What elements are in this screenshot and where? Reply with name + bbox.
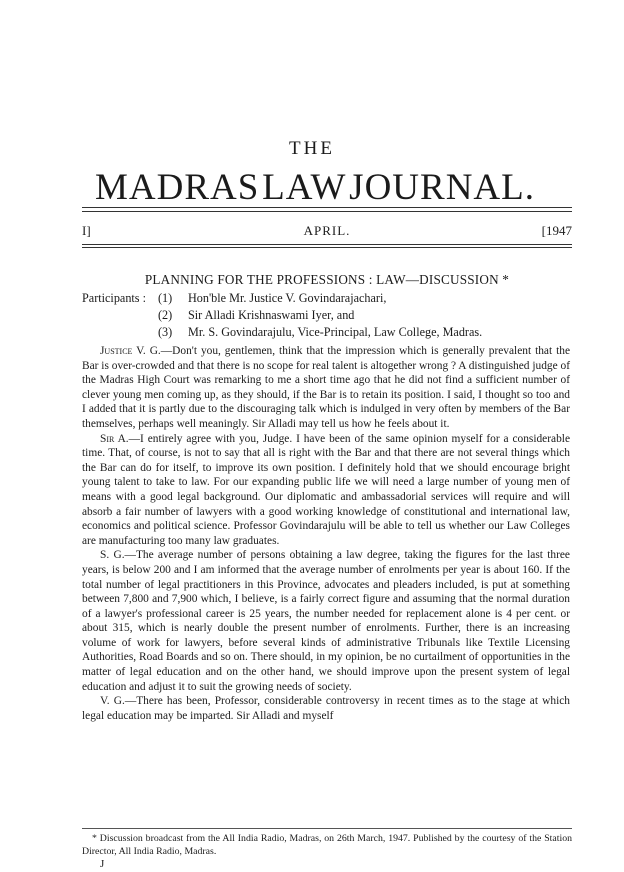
footnote-rule <box>82 828 572 829</box>
masthead-the: THE <box>289 138 335 159</box>
article-body <box>82 344 570 723</box>
article-title: PLANNING FOR THE PROFESSIONS : LAW—DISCUSSION * <box>144 272 510 287</box>
paragraph-text: —The average number of persons obtaining a law degree, taking the figures for the last three years, is below 200 and I am informed that the average number of enrolments per year is about 160. If the total number of legal practitioners in this Province, advocates and pleaders included, is put at something between 7,800 and 7,900 which, I believe, is a fairly correct figure and assuming that the normal duration of a lawyer's professional career is 25 years, the number needed for replacement alone is 4 per cent. or about 315, which is nearly double the present number of enrolments. Further, there is an increasing volume of work for lawyers, before several kinds of administrative Tribunals like Textile Licensing Authorities, Road Boards and so on. There should, in my opinion, be no curtailment of opportunities in the matter of legal education and on the other hand, we should improve upon the present system of legal education and adjust it to suit the growing needs of society. <box>82 549 570 693</box>
masthead-rule-top <box>82 207 572 208</box>
dateline-rule-top <box>82 244 572 245</box>
signature-mark: J <box>100 858 105 870</box>
participant-row <box>82 290 582 307</box>
masthead-word-journal: JOURNAL. <box>349 167 535 208</box>
dateline-rule-bottom <box>82 247 572 248</box>
participant-row <box>82 307 582 324</box>
participant-name: Sir Alladi Krishnaswami Iyer, and <box>188 308 355 322</box>
participants-list <box>82 290 582 341</box>
masthead-title <box>95 166 535 209</box>
participant-number: (1) <box>158 291 173 305</box>
paragraph-text: —There has been, Professor, considerable controversy in recent times as to the stage at which legal education may be imparted. Sir Alladi and myself <box>82 695 570 722</box>
paragraph <box>82 548 570 694</box>
speaker-name: Sir A. <box>100 432 129 445</box>
masthead-rule-bottom <box>82 211 572 212</box>
issue-year: [1947 <box>541 223 572 238</box>
paragraph <box>82 344 570 432</box>
volume-number: I] <box>82 223 91 238</box>
paragraph-text: —Don't you, gentlemen, think that the impression which is generally prevalent that the Bar is over-crowded and that there is no scope for real talent is altogether wrong ? A distinguished judge of the Madras High Court was remarking to me a short time ago that he did not find a sufficient number of clever young men coming up, as they should, if the Bar is to retain its position. I said, I thought so too and I added that it is partly due to the discouraging talk which is indulged in very often by members of the Bar themselves, perhaps well meaningly. Sir Alladi may tell us how he feels about it. <box>82 345 571 430</box>
paragraph <box>82 432 570 549</box>
paragraph-text: —I entirely agree with you, Judge. I have been of the same opinion myself for a considerable time. That, of course, is not to say that all is right with the Bar and that there are not several things which the Bar can do for itself, to improve its own position. I definitely hold that we should encourage bright young talent to take to law. For our expanding public life we will need a large number of young men of means with a good legal background. Our diplomatic and ambassadorial services will require and will absorb a fair number of lawyers with a good working knowledge of constitutional and international law, economics and political science. Professor Govindarajulu will be able to tell us whether our Law Colleges are manufacturing too many law graduates. <box>82 432 570 547</box>
issue-month: APRIL. <box>303 223 351 238</box>
participant-number: (2) <box>158 308 173 322</box>
speaker-name: V. G. <box>100 695 125 708</box>
masthead-word-madras: MADRAS <box>95 167 260 208</box>
speaker-name: S. G. <box>100 549 125 562</box>
speaker-name: Justice V. G. <box>100 345 161 357</box>
footnote-text: * Discussion broadcast from the All India Radio, Madras, on 26th March, 1947. Published by the courtesy of the Station Director, All India Radio, Madras. <box>82 833 572 857</box>
masthead-word-law: LAW <box>262 167 347 208</box>
participants-label: Participants : <box>82 291 146 305</box>
participant-number: (3) <box>158 325 173 339</box>
participant-name: Hon'ble Mr. Justice V. Govindarajachari, <box>188 291 387 305</box>
footnote <box>82 832 572 858</box>
paragraph <box>82 694 570 723</box>
participant-row <box>82 324 582 341</box>
participant-name: Mr. S. Govindarajulu, Vice-Principal, Law College, Madras. <box>188 325 483 339</box>
